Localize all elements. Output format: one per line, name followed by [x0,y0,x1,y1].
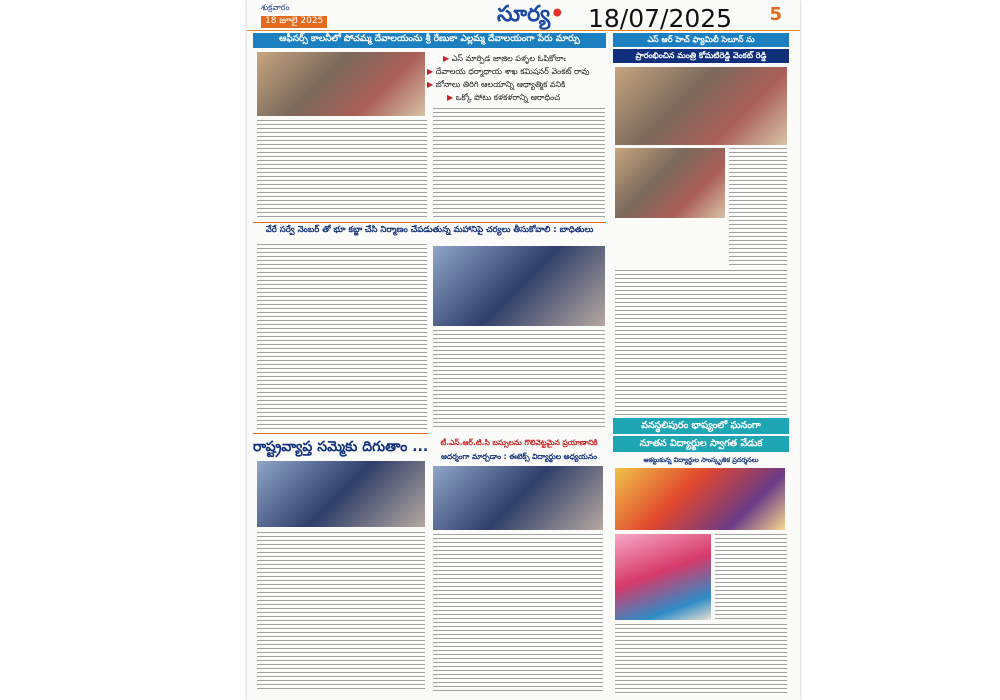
story-text-left [257,120,427,220]
date-stamp-overlay: 18/07/2025 [588,4,733,33]
headline-land-encroachment: వేరే సర్వే నెంబర్ తో భూ కబ్జా చేసి నిర్మాణం చేపడుతున్న మహానిపై చర్యలు తీసుకోవాలి : బాధితులు [265,225,594,235]
story-text-school-side [715,534,787,620]
headline-school-2: నూతన విద్యార్థుల స్వాగత వేడుక [613,436,789,452]
story-text-land-left [257,244,427,430]
story-photo-stage [615,468,785,530]
story-photo-salon-1 [615,67,787,145]
headline-rtc-2: ఆదర్శంగా మార్చడాం : ఈటెక్స్ విద్యార్థుల అధ్యయనం [440,452,598,461]
story-bullet-4: ▶ ఒక్కో పోటు కళకళరాన్ని ఆరాధించ [447,93,560,104]
headline-rtc-1: టీ.ఎస్.ఆర్.టి.సి బస్సులను గొలివెట్టమైన ప్రయాణానికి [440,438,598,447]
weekday-label: శుక్రవారం [261,3,290,12]
divider-lower-left [253,433,428,434]
story-text-land-right [433,330,605,430]
story-photo-dance [615,534,711,620]
headline-temple-rename: ఆఫీసర్స్ కాలనీలో పోచమ్మ దేవాలయంను శ్రీ రేణుకా ఎల్లమ్మ దేవాలయంగా పేరు మార్పు [253,33,606,48]
story-text-right [433,108,605,220]
story-bullet-3: ▶ బోనాలు తిరిగి ఆలయాన్ని ఆధ్యాత్మిక వనికి [427,80,565,91]
headline-salon-1: ఎస్ ఆర్ హెచ్ ఫ్యామిలీ సెలూన్ ను [613,33,789,47]
newspaper-page [247,0,800,700]
story-text-salon-body [615,270,787,415]
subhead-school: ఆకట్టుకున్న విద్యార్థుల సాంస్కృతిక ప్రదర్శనలు [643,456,759,464]
story-photo-strike [257,461,425,527]
headline-strike: రాష్ట్రవ్యాప్త సమ్మెకు దిగుతాం ... [253,439,428,455]
story-photo-temple [257,52,425,116]
newspaper-logo [497,1,564,32]
headline-salon-2: ప్రారంభించిన మంత్రి కోమటిరెడ్డి వెంకట్ రెడ్డి [613,49,789,63]
date-label: 18 జూలై 2025 [261,16,327,28]
story-text-salon-side [729,148,787,268]
page-number: 5 [769,4,782,25]
story-text-strike [257,532,425,692]
story-bullet-2: ▶ దేవాలయ ధర్మాధాయ శాఖ కమిషనర్ వెంకట్ రావు [427,67,589,78]
logo-dot-icon: • [550,1,565,27]
story-photo-salon-2 [615,148,725,218]
story-text-rtc [433,534,603,692]
story-text-school-body [615,624,787,694]
story-bullet-1: ▶ ఎస్ మార్పిడ జాజిల పళ్ళల ఓపికోలాఁ [443,54,566,65]
logo-text: సూర్య [497,1,551,27]
story-photo-students [433,466,603,530]
story-photo-land [433,246,605,326]
headline-school-1: వనస్థలిపురం భాష్యంలో ఘనంగా [613,418,789,434]
divider-mid [253,222,606,223]
